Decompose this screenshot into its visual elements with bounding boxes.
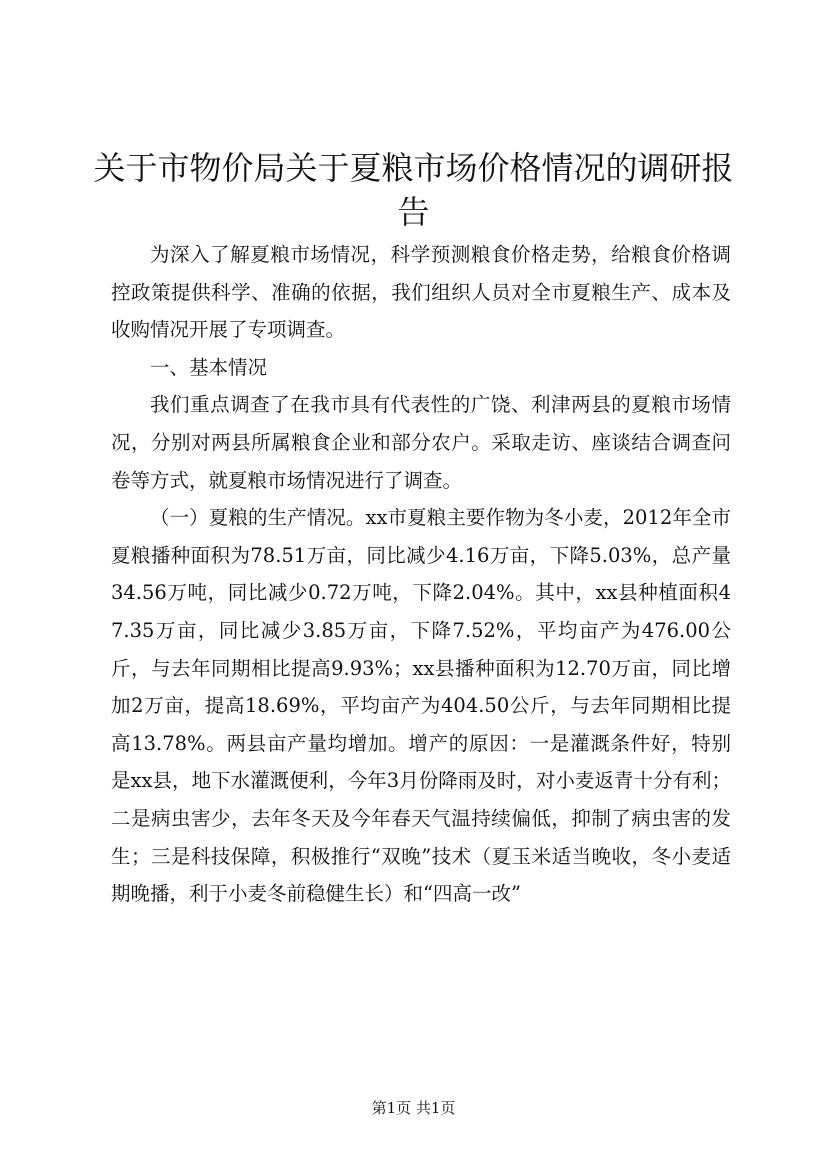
paragraph-production: （一）夏粮的生产情况。xx市夏粮主要作物为冬小麦，2012年全市夏粮播种面积为78.51万亩，同比减少4.16万亩，下降5.03%，总产量34.56万吨，同比减少0.72万吨，下降2.04%。其中，xx县种植面积47.35万亩，同比减少3.85万亩，下降7.52%，平均亩产为476.00公斤，与去年同期相比提高9.93%；xx县播种面积为12.70万亩，同比增加2万亩，提高18.69%，平均亩产为404.50公斤，与去年同期相比提高13.78%。两县亩产量均增加。增产的原因：一是灌溉条件好，特别是xx县，地下水灌溉便利，今年3月份降雨及时，对小麦返青十分有利；二是病虫害少，去年冬天及今年春天气温持续偏低，抑制了病虫害的发生；三是科技保障，积极推行“双晚”技术（夏玉米适当晚收，冬小麦适期晚播，利于小麦冬前稳健生长）和“四高一改”	[111, 506, 731, 906]
paragraph-intro: 为深入了解夏粮市场情况，科学预测粮食价格走势，给粮食价格调控政策提供科学、准确的依据，我们组织人员对全市夏粮生产、成本及收购情况开展了专项调查。	[111, 243, 731, 342]
page-footer: 第1页 共1页	[371, 1099, 456, 1117]
title-line-2: 告	[397, 193, 430, 231]
title-line-1: 关于市物价局关于夏粮市场价格情况的调研报	[93, 149, 734, 187]
document-body	[111, 236, 731, 913]
paragraph-overview: 我们重点调查了在我市具有代表性的广饶、利津两县的夏粮市场情况，分别对两县所属粮食企业和部分农户。采取走访、座谈结合调查问卷等方式，就夏粮市场情况进行了调查。	[111, 393, 731, 492]
document-title	[90, 146, 737, 234]
section-heading: 一、基本情况	[150, 355, 268, 379]
